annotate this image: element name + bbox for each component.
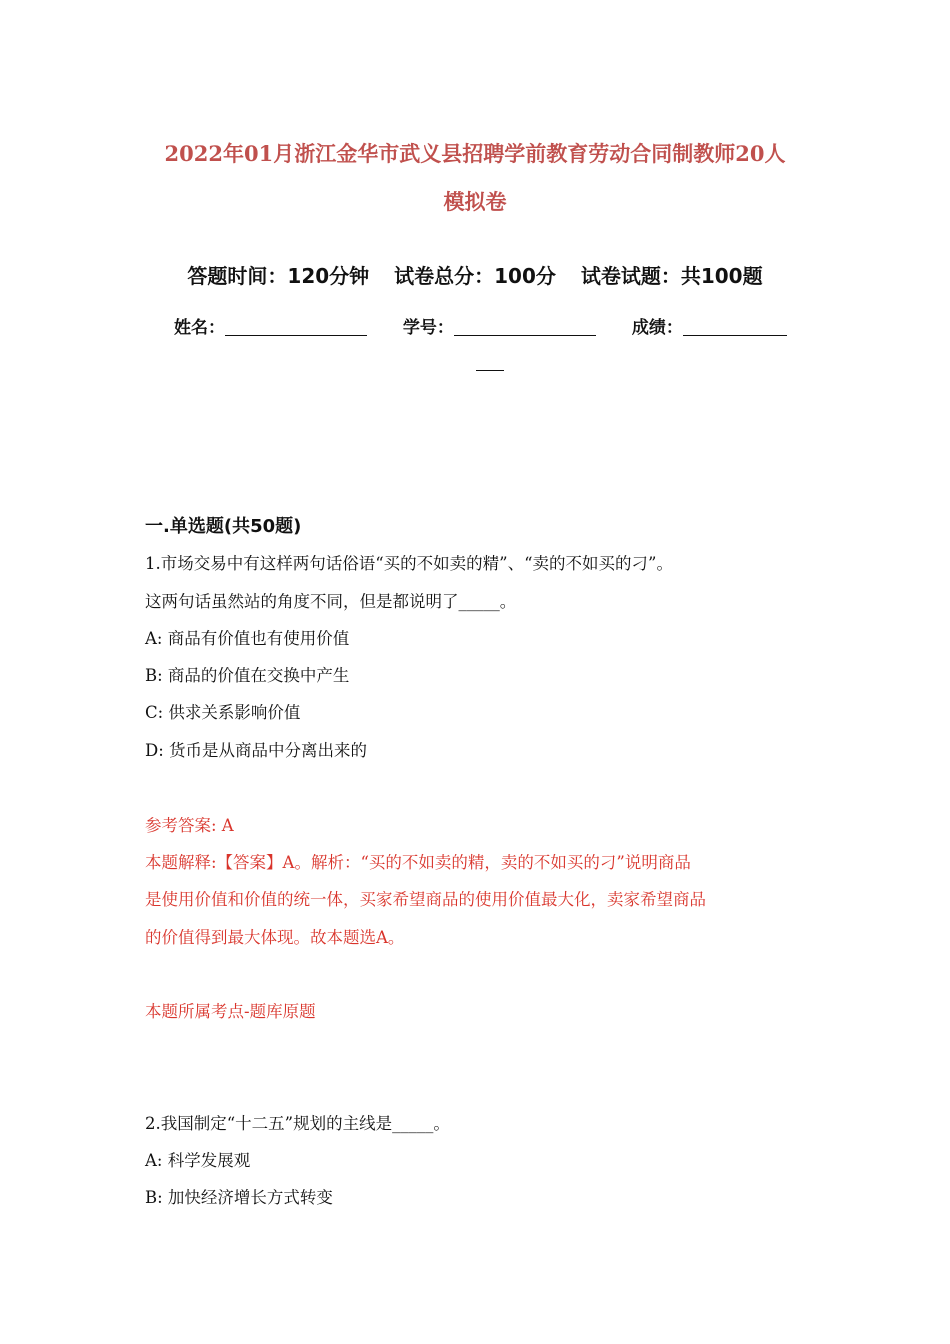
student-id-field <box>403 313 596 338</box>
score-label: 成绩： <box>631 318 683 338</box>
exam-question-count: 试卷试题：共100题 <box>580 264 763 288</box>
q1-option-b: B: 商品的价值在交换中产生 <box>145 666 350 685</box>
q2-option-b: B: 加快经济增长方式转变 <box>145 1188 333 1207</box>
student-info-fields <box>174 313 814 338</box>
score-underline <box>683 317 787 336</box>
q2-option-a: A: 科学发展观 <box>145 1151 251 1170</box>
exam-meta <box>0 260 950 289</box>
document-title-line1: 2022年01月浙江金华市武义县招聘学前教育劳动合同制教师20人 <box>164 141 786 166</box>
exam-time: 答题时间：120分钟 <box>187 264 370 288</box>
document-title-line2: 模拟卷 <box>443 189 507 214</box>
q1-option-a: A: 商品有价值也有使用价值 <box>145 629 350 648</box>
q1-stem-line2: 这两句话虽然站的角度不同，但是都说明了_____。 <box>145 592 517 611</box>
student-id-label: 学号： <box>402 318 454 338</box>
name-field <box>174 313 367 338</box>
q1-option-d: D: 货币是从商品中分离出来的 <box>145 741 368 760</box>
q2-stem-line1: 2.我国制定“十二五”规划的主线是_____。 <box>145 1114 450 1133</box>
score-underline-continuation <box>476 370 504 371</box>
q1-explanation-line2: 是使用价值和价值的统一体，买家希望商品的使用价值最大化，卖家希望商品 <box>145 890 706 909</box>
student-id-underline <box>454 317 596 336</box>
q1-answer: 参考答案: A <box>145 816 234 835</box>
q1-explanation-line1: 本题解释:【答案】A。解析：“买的不如卖的精，卖的不如买的刁”说明商品 <box>145 853 691 872</box>
exam-total-score: 试卷总分：100分 <box>394 264 556 288</box>
q1-explanation-line3: 的价值得到最大体现。故本题选A。 <box>145 928 405 947</box>
q1-source: 本题所属考点-题库原题 <box>145 1002 316 1021</box>
q1-option-c: C: 供求关系影响价值 <box>145 703 301 722</box>
name-label: 姓名： <box>174 318 225 338</box>
score-field <box>632 313 787 338</box>
name-underline <box>225 317 367 336</box>
section-heading: 一.单选题(共50题) <box>145 516 302 537</box>
q1-stem-line1: 1.市场交易中有这样两句话俗语“买的不如卖的精”、“卖的不如买的刁”。 <box>145 554 673 573</box>
